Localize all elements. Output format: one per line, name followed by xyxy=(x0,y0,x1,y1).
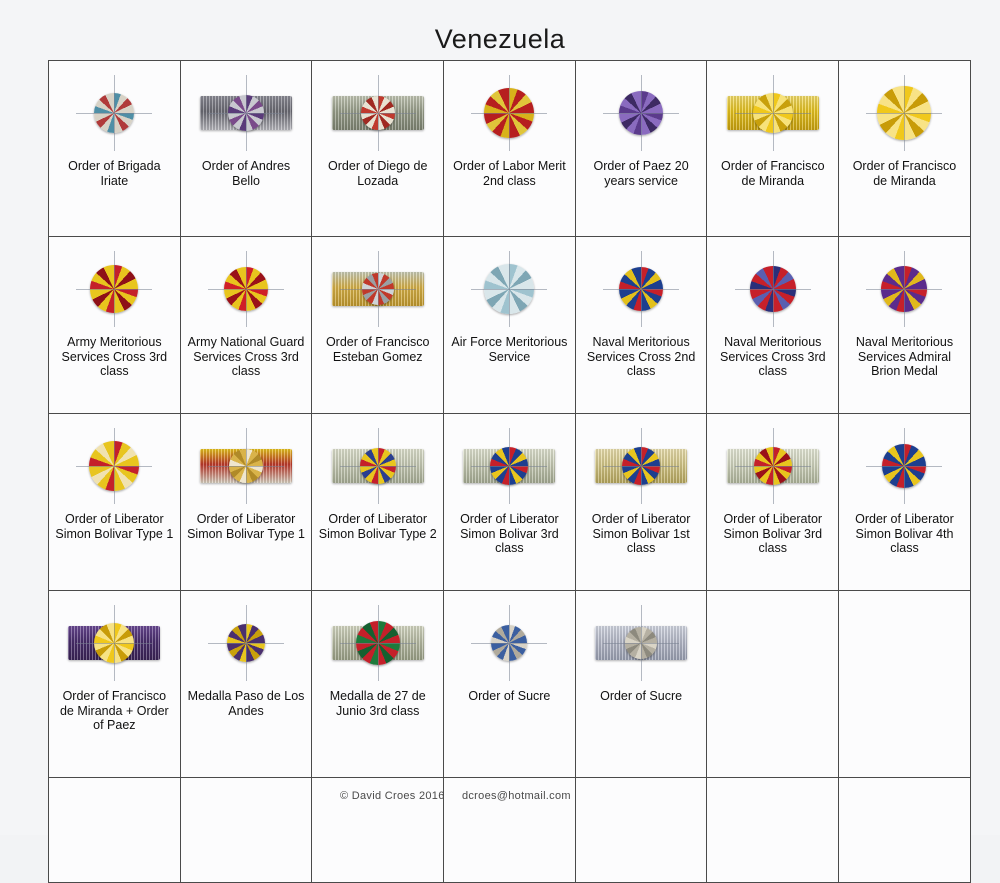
badge-cell xyxy=(839,414,971,591)
badge-cell xyxy=(707,61,839,237)
badge-artwork xyxy=(843,597,966,689)
badge-artwork xyxy=(580,784,703,876)
badge-artwork xyxy=(580,597,703,689)
badge-artwork xyxy=(448,420,571,512)
badge-grid-row xyxy=(49,61,971,237)
badge-caption: Medalla de 27 de Junio 3rd class xyxy=(329,689,426,718)
badge-cell-inner xyxy=(312,61,443,236)
badge-artwork xyxy=(53,67,176,159)
badge-cell-inner xyxy=(707,61,838,236)
badge-artwork xyxy=(711,420,834,512)
badge-grid-row xyxy=(49,414,971,591)
badge-artwork xyxy=(53,420,176,512)
badge-cell-inner xyxy=(576,237,707,413)
badge-caption: Army Meritorious Services Cross 3rd class xyxy=(61,335,168,378)
badge-disc xyxy=(877,86,931,140)
badge-cell xyxy=(312,414,444,591)
badge-artwork xyxy=(316,597,439,689)
badge-cell xyxy=(839,237,971,414)
badge-caption: Order of Paez 20 years service xyxy=(593,159,689,188)
badge-cell xyxy=(49,237,181,414)
badge-artwork xyxy=(316,67,439,159)
badge-cell-inner xyxy=(49,414,180,590)
badge-cell-inner xyxy=(444,414,575,590)
badge-artwork xyxy=(843,784,966,876)
badge-cell-inner xyxy=(576,61,707,236)
badge-artwork xyxy=(843,67,966,159)
badge-cell xyxy=(575,778,707,883)
badge-caption: Army National Guard Services Cross 3rd class xyxy=(187,335,305,378)
badge-disc xyxy=(90,265,138,313)
copyright-text: © David Croes 2016 xyxy=(340,790,445,802)
badge-disc xyxy=(356,621,400,665)
badge-artwork xyxy=(711,597,834,689)
badge-caption: Order of Sucre xyxy=(468,689,551,703)
badge-cell-inner xyxy=(49,61,180,236)
badge-artwork xyxy=(185,784,308,876)
badge-caption: Order of Liberator Simon Bolivar 3rd class xyxy=(460,512,559,555)
badge-disc xyxy=(490,447,528,485)
badge-disc xyxy=(484,88,534,138)
badge-cell-inner xyxy=(181,414,312,590)
badge-cell xyxy=(180,237,312,414)
badge-caption: Order of Labor Merit 2nd class xyxy=(453,159,566,188)
badge-cell xyxy=(575,414,707,591)
badge-artwork xyxy=(580,420,703,512)
badge-cell-inner xyxy=(49,237,180,413)
badge-cell xyxy=(49,414,181,591)
badge-disc xyxy=(881,266,927,312)
badge-cell xyxy=(575,591,707,778)
badge-disc xyxy=(360,448,396,484)
badge-disc xyxy=(882,444,926,488)
badge-cell xyxy=(49,61,181,237)
badge-cell xyxy=(839,591,971,778)
badge-cell xyxy=(312,591,444,778)
badge-disc xyxy=(94,623,134,663)
badge-disc xyxy=(89,441,139,491)
badge-cell-inner xyxy=(707,414,838,590)
badge-caption: Order of Liberator Simon Bolivar 1st class xyxy=(591,512,691,555)
badge-cell xyxy=(444,237,576,414)
badge-cell-inner xyxy=(444,591,575,777)
badge-cell-inner xyxy=(181,778,312,882)
badge-artwork xyxy=(185,420,308,512)
badge-cell xyxy=(444,414,576,591)
badge-cell xyxy=(180,778,312,883)
badge-cell xyxy=(312,61,444,237)
badge-cell-inner xyxy=(181,591,312,777)
badge-artwork xyxy=(843,420,966,512)
badge-caption: Order of Brigada Iriate xyxy=(68,159,161,188)
badge-caption: Order of Francisco de Miranda xyxy=(721,159,825,188)
badge-cell-inner xyxy=(444,61,575,236)
badge-cell-inner xyxy=(49,591,180,777)
badge-cell-inner xyxy=(312,591,443,777)
badge-cell xyxy=(707,237,839,414)
badge-disc xyxy=(228,95,264,131)
badge-disc xyxy=(224,267,268,311)
badge-disc xyxy=(754,447,792,485)
badge-grid xyxy=(48,60,971,883)
badge-artwork xyxy=(185,67,308,159)
badge-cell xyxy=(839,778,971,883)
badge-cell xyxy=(444,61,576,237)
badge-caption: Order of Francisco de Miranda + Order of Paez xyxy=(59,689,169,732)
badge-cell xyxy=(839,61,971,237)
badge-artwork xyxy=(185,243,308,335)
badge-disc xyxy=(619,267,663,311)
badge-cell xyxy=(707,591,839,778)
badge-disc xyxy=(750,266,796,312)
badge-cell xyxy=(312,237,444,414)
badge-cell xyxy=(707,778,839,883)
badge-artwork xyxy=(580,67,703,159)
badge-caption: Order of Sucre xyxy=(600,689,683,703)
badge-artwork xyxy=(53,784,176,876)
badge-cell-inner xyxy=(707,778,838,882)
badge-caption: Air Force Meritorious Service xyxy=(451,335,568,364)
badge-cell xyxy=(180,591,312,778)
badge-cell-inner xyxy=(49,778,180,882)
badge-caption: Medalla Paso de Los Andes xyxy=(187,689,305,718)
badge-disc xyxy=(361,96,395,130)
badge-disc xyxy=(227,624,265,662)
badge-artwork xyxy=(448,243,571,335)
badge-cell-inner xyxy=(576,414,707,590)
badge-caption: Order of Liberator Simon Bolivar 3rd class xyxy=(723,512,823,555)
badge-cell-inner xyxy=(576,591,707,777)
badge-cell xyxy=(180,414,312,591)
badge-caption: Order of Diego de Lozada xyxy=(328,159,428,188)
badge-disc xyxy=(619,91,663,135)
badge-artwork xyxy=(53,597,176,689)
badge-cell xyxy=(575,237,707,414)
copyright-notice xyxy=(340,790,571,802)
badge-caption: Order of Liberator Simon Bolivar Type 1 xyxy=(187,512,305,541)
badge-artwork xyxy=(316,243,439,335)
badge-cell-inner xyxy=(181,61,312,236)
badge-cell-inner xyxy=(312,414,443,590)
badge-cell-inner xyxy=(707,591,838,777)
badge-disc xyxy=(622,447,660,485)
badge-caption: Naval Meritorious Services Admiral Brion Medal xyxy=(855,335,954,378)
badge-cell-inner xyxy=(839,61,970,236)
badge-caption: Order of Francisco de Miranda xyxy=(852,159,957,188)
badge-artwork xyxy=(448,597,571,689)
badge-artwork xyxy=(448,67,571,159)
badge-cell xyxy=(575,61,707,237)
badge-caption: Order of Liberator Simon Bolivar 4th class xyxy=(855,512,954,555)
badge-grid-row xyxy=(49,237,971,414)
badge-artwork xyxy=(711,784,834,876)
badge-cell-inner xyxy=(839,591,970,777)
badge-caption: Naval Meritorious Services Cross 2nd class xyxy=(586,335,696,378)
badge-caption: Order of Liberator Simon Bolivar Type 1 xyxy=(55,512,174,541)
badge-cell-inner xyxy=(444,237,575,413)
badge-disc xyxy=(362,273,394,305)
badge-disc xyxy=(229,449,263,483)
badge-artwork xyxy=(316,420,439,512)
badge-cell xyxy=(49,591,181,778)
contact-email: dcroes@hotmail.com xyxy=(461,790,571,802)
badge-caption: Order of Francisco Esteban Gomez xyxy=(325,335,430,364)
badge-cell-inner xyxy=(839,778,970,882)
badge-cell xyxy=(444,591,576,778)
badge-cell-inner xyxy=(839,414,970,590)
badge-caption: Order of Andres Bello xyxy=(201,159,291,188)
badge-cell xyxy=(180,61,312,237)
badge-artwork xyxy=(711,67,834,159)
page-title: Venezuela xyxy=(434,24,566,54)
badge-cell-inner xyxy=(839,237,970,413)
badge-disc xyxy=(484,264,534,314)
badge-cell xyxy=(49,778,181,883)
badge-artwork xyxy=(185,597,308,689)
badge-disc xyxy=(491,625,527,661)
badge-disc xyxy=(94,93,134,133)
badge-cell xyxy=(707,414,839,591)
badge-caption: Naval Meritorious Services Cross 3rd class xyxy=(719,335,826,378)
badge-artwork xyxy=(711,243,834,335)
badge-disc xyxy=(753,93,793,133)
badge-cell-inner xyxy=(576,778,707,882)
badge-cell-inner xyxy=(707,237,838,413)
badge-cell-inner xyxy=(181,237,312,413)
badge-caption: Order of Liberator Simon Bolivar Type 2 xyxy=(318,512,437,541)
badge-disc xyxy=(625,627,657,659)
badge-artwork xyxy=(843,243,966,335)
badge-grid-wrapper xyxy=(48,60,963,835)
badge-artwork xyxy=(580,243,703,335)
badge-grid-row xyxy=(49,591,971,778)
badge-cell-inner xyxy=(312,237,443,413)
badge-artwork xyxy=(53,243,176,335)
